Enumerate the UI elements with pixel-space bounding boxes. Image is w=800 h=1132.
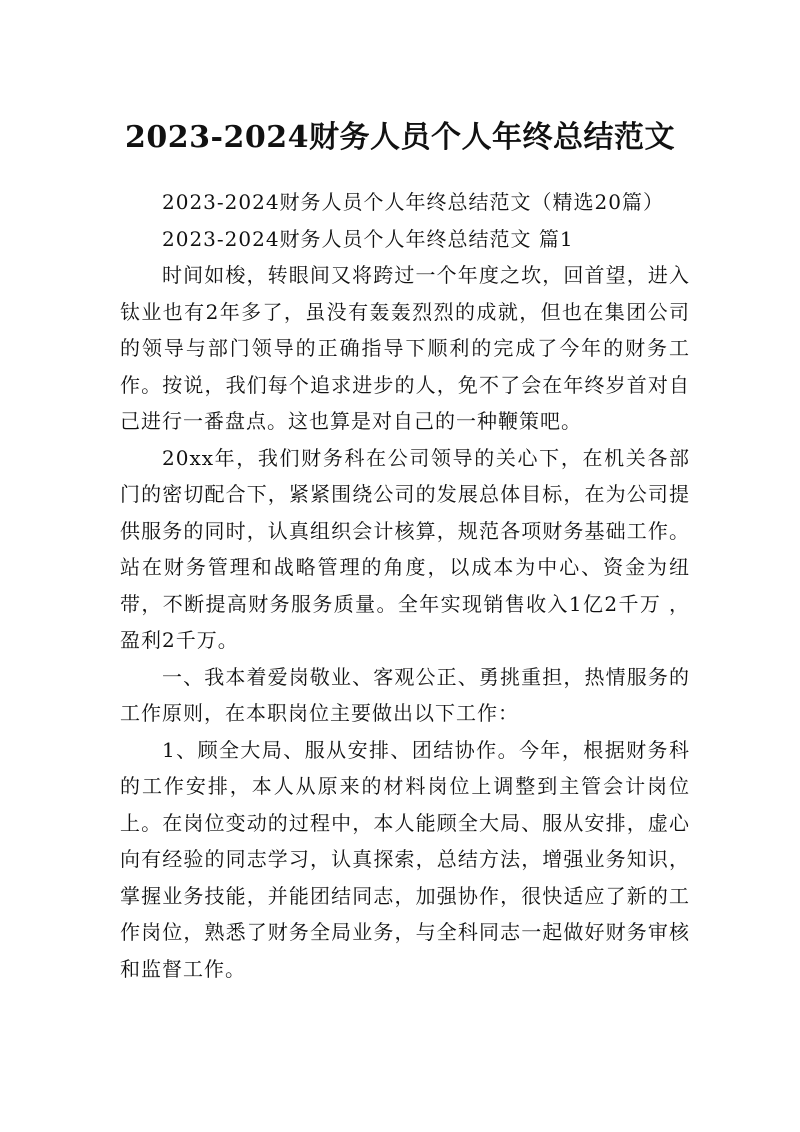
paragraph-intro: 时间如梭，转眼间又将跨过一个年度之坎，回首望，进入钛业也有2年多了，虽没有轰轰烈烈的成就，但也在集团公司的领导与部门领导的正确指导下顺利的完成了今年的财务工作。按说，我们每个追求进步的人，免不了会在年终岁首对自己进行一番盘点。这也算是对自己的一种鞭策吧。 <box>120 263 690 433</box>
paragraph-summary: 20xx年，我们财务科在公司领导的关心下，在机关各部门的密切配合下，紧紧围绕公司的发展总体目标，在为公司提供服务的同时，认真组织会计核算，规范各项财务基础工作。站在财务管理和战略管理的角度，以成本为中心、资金为纽带，不断提高财务服务质量。全年实现销售收入1亿2千万 ，盈利2千万。 <box>120 445 690 652</box>
paragraph-principles: 一、我本着爱岗敬业、客观公正、勇挑重担，热情服务的工作原则，在本职岗位主要做出以下工作： <box>120 664 690 725</box>
paragraph-item-1: 1、顾全大局、服从安排、团结协作。今年，根据财务科的工作安排，本人从原来的材料岗位上调整到主管会计岗位上。在岗位变动的过程中，本人能顾全大局、服从安排，虚心向有经验的同志学习，认真探索，总结方法，增强业务知识，掌握业务技能，并能团结同志，加强协作，很快适应了新的工作岗位，熟悉了财务全局业务，与全科同志一起做好财务审核和监督工作。 <box>120 737 690 981</box>
document-body <box>120 184 690 987</box>
collection-title: 2023-2024财务人员个人年终总结范文（精选20篇） <box>162 190 665 214</box>
section-title: 2023-2024财务人员个人年终总结范文 篇1 <box>162 226 574 251</box>
document-title: 2023-2024财务人员个人年终总结范文 <box>125 120 675 156</box>
